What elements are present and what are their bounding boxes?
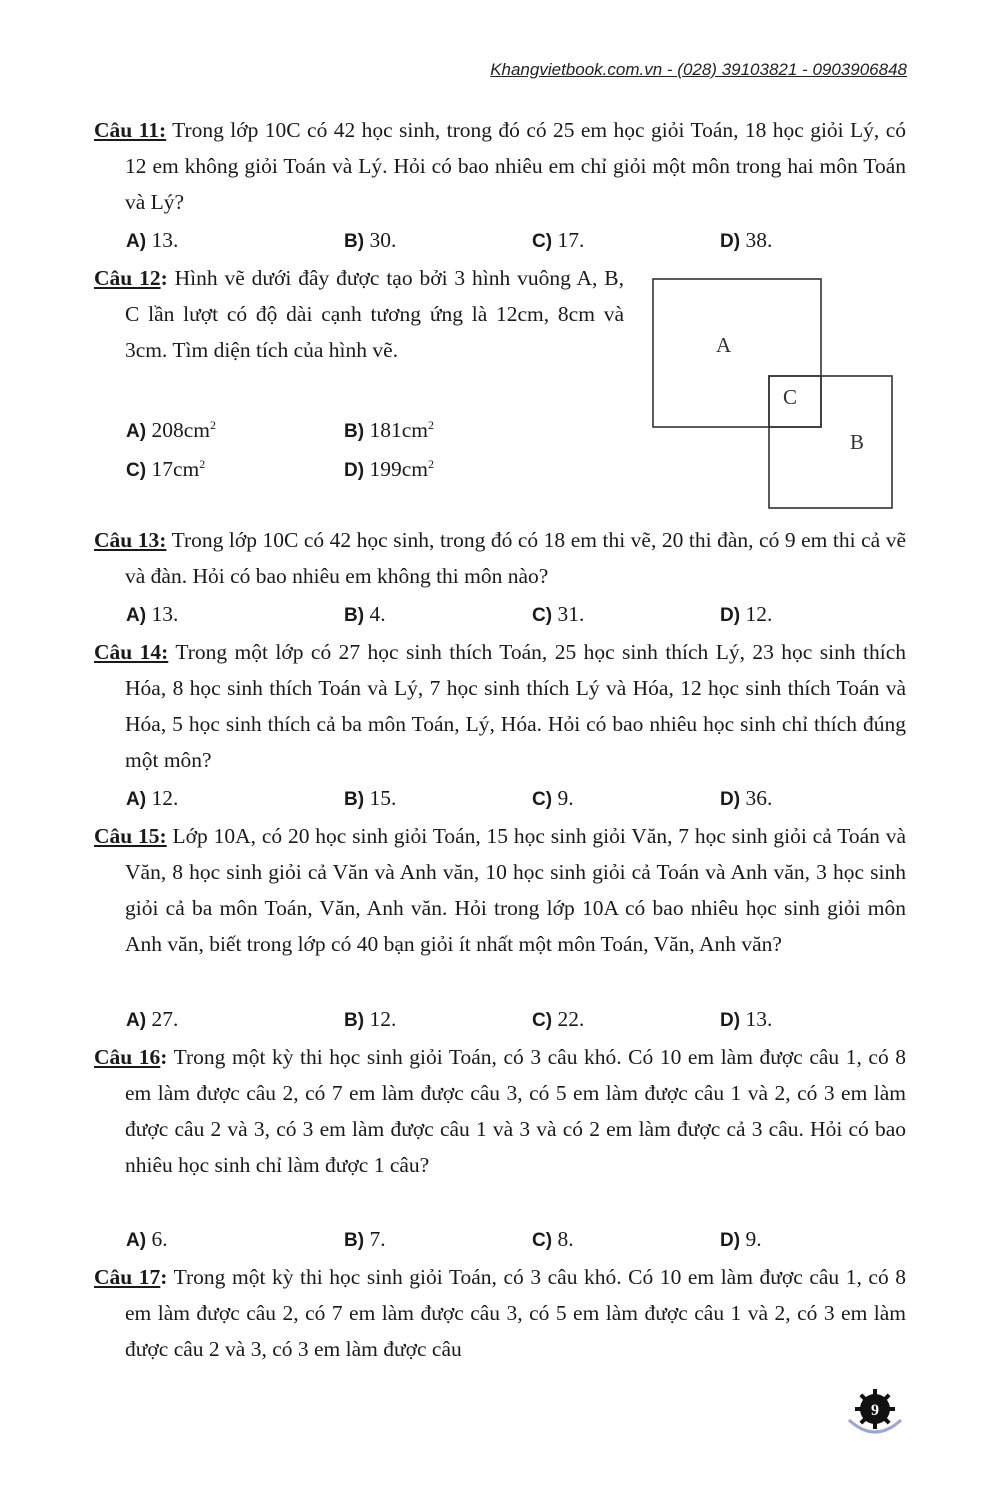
- question-13: [94, 522, 906, 594]
- option-b: B) $181cm^2$: [344, 418, 434, 443]
- option-d: D) 13.: [720, 1007, 773, 1031]
- question-15-options: [126, 1001, 906, 1037]
- option-d: D) 9.: [720, 1227, 762, 1251]
- option-b: B) 30.: [344, 228, 397, 252]
- question-text: Trong một lớp có 27 học sinh thích Toán, 25 học sinh thích Lý, 23 học sinh thích Hóa, 8 học sinh thích Toán và Lý, 7 học sinh thích Lý và Hóa, 12 học sinh thích Toán và Hóa, 5 học sinh thích cả ba môn Toán, Lý, Hóa. Hỏi có bao nhiêu học sinh chỉ thích đúng một môn?: [125, 640, 906, 772]
- question-12: Câu 12: Hình vẽ dưới đây được tạo bởi 3 hình vuông A, B, C lần lượt có độ dài cạnh tương ứng là 12cm, 8cm và 3cm. Tìm diện tích của hình vẽ.: [94, 266, 624, 362]
- option-a: A) 12.: [126, 786, 179, 810]
- question-text: Trong một kỳ thi học sinh giỏi Toán, có 3 câu khó. Có 10 em làm được câu 1, có 8 em làm được câu 2, có 7 em làm được câu 3, có 5 em làm được câu 1 và 2, có 3 em làm được câu 2 và 3, có 3 em làm được câu 1 và 3 và có 2 em làm được cả 3 câu. Hỏi có bao nhiêu học sinh chỉ làm được 1 câu?: [125, 1045, 907, 1177]
- question-text: Trong một kỳ thi học sinh giỏi Toán, có 3 câu khó. Có 10 em làm được câu 1, có 8 em làm được câu 2, có 7 em làm được câu 3, có 5 em làm được câu 1 và 2, có 3 em làm được câu 2 và 3, có 3 em làm được câu: [125, 1265, 907, 1361]
- option-b: B) 15.: [344, 786, 397, 810]
- option-a: A) 13.: [126, 228, 179, 252]
- question-14: [94, 634, 906, 778]
- question-label: Câu 14:: [94, 640, 169, 664]
- page-number-badge: [844, 1382, 906, 1444]
- squares-figure: [650, 276, 900, 512]
- question-14-options: [126, 780, 906, 816]
- label-c: C: [783, 385, 798, 409]
- option-b: B) 4.: [344, 602, 386, 626]
- question-text: Lớp 10A, có 20 học sinh giỏi Toán, 15 học sinh giỏi Văn, 7 học sinh giỏi cả Toán và Văn, 8 học sinh giỏi cả Văn và Anh văn, 10 học sinh giỏi cả Toán và Anh văn, 3 học sinh giỏi cả ba môn Toán, Văn, Anh văn. Hỏi trong lớp 10A có bao nhiêu học sinh giỏi môn Anh văn, biết trong lớp có 40 bạn giỏi ít nhất một môn Toán, Văn, Anh văn?: [125, 824, 906, 956]
- option-c: C) 31.: [532, 602, 585, 626]
- label-b: B: [850, 430, 865, 454]
- question-label: Câu 15:: [94, 824, 167, 848]
- option-b: B) 7.: [344, 1227, 386, 1251]
- question-label: Câu 13:: [94, 528, 167, 552]
- question-15: [94, 818, 906, 962]
- option-c: C) 8.: [532, 1227, 574, 1251]
- option-c: C) 17.: [532, 228, 585, 252]
- question-text: Trong lớp 10C có 42 học sinh, trong đó có 25 em học giỏi Toán, 18 học giỏi Lý, có 12 em không giỏi Toán và Lý. Hỏi có bao nhiêu em chỉ giỏi một môn trong hai môn Toán và Lý?: [125, 118, 906, 214]
- page-number: 9: [871, 1402, 879, 1419]
- label-a: A: [716, 333, 732, 357]
- option-d: D) 12.: [720, 602, 773, 626]
- option-a: A) $208cm^2$: [126, 418, 216, 443]
- option-c: C) 22.: [532, 1007, 585, 1031]
- question-16: Câu 16: Trong một kỳ thi học sinh giỏi Toán, có 3 câu khó. Có 10 em làm được câu 1, có 8 em làm được câu 2, có 7 em làm được câu 3, có 5 em làm được câu 1 và 2, có 3 em làm được câu 2 và 3, có 3 em làm được câu 1 và 3 và có 2 em làm được cả 3 câu. Hỏi có bao nhiêu học sinh chỉ làm được 1 câu?: [94, 1045, 907, 1177]
- question-17: Câu 17: Trong một kỳ thi học sinh giỏi Toán, có 3 câu khó. Có 10 em làm được câu 1, có 8 em làm được câu 2, có 7 em làm được câu 3, có 5 em làm được câu 1 và 2, có 3 em làm được câu 2 và 3, có 3 em làm được câu: [94, 1265, 907, 1361]
- option-a: A) 27.: [126, 1007, 179, 1031]
- option-b: B) 12.: [344, 1007, 397, 1031]
- question-11: [94, 112, 906, 220]
- question-label: Câu 12: [94, 266, 161, 290]
- question-16-options: [126, 1221, 906, 1257]
- option-a: A) 6.: [126, 1227, 168, 1251]
- option-d: D) 38.: [720, 228, 773, 252]
- question-11-options: [126, 222, 906, 258]
- question-text: Hình vẽ dưới đây được tạo bởi 3 hình vuông A, B, C lần lượt có độ dài cạnh tương ứng là 12cm, 8cm và 3cm. Tìm diện tích của hình vẽ.: [125, 266, 624, 362]
- option-a: A) 13.: [126, 602, 179, 626]
- option-d: D) 36.: [720, 786, 773, 810]
- option-c: C) 9.: [532, 786, 574, 810]
- question-label: Câu 11:: [94, 118, 167, 142]
- question-label: Câu 16: [94, 1045, 161, 1069]
- question-label: Câu 17: [94, 1265, 161, 1289]
- option-c: C) $17cm^2$: [126, 457, 206, 482]
- question-text: Trong lớp 10C có 42 học sinh, trong đó có 18 em thi vẽ, 20 thi đàn, có 9 em thi cả vẽ và đàn. Hỏi có bao nhiêu em không thi môn nào?: [125, 528, 906, 588]
- option-d: D) $199cm^2$: [344, 457, 434, 482]
- page-header: Khangvietbook.com.vn - (028) 39103821 - 0903906848: [490, 60, 907, 79]
- question-13-options: [126, 596, 906, 632]
